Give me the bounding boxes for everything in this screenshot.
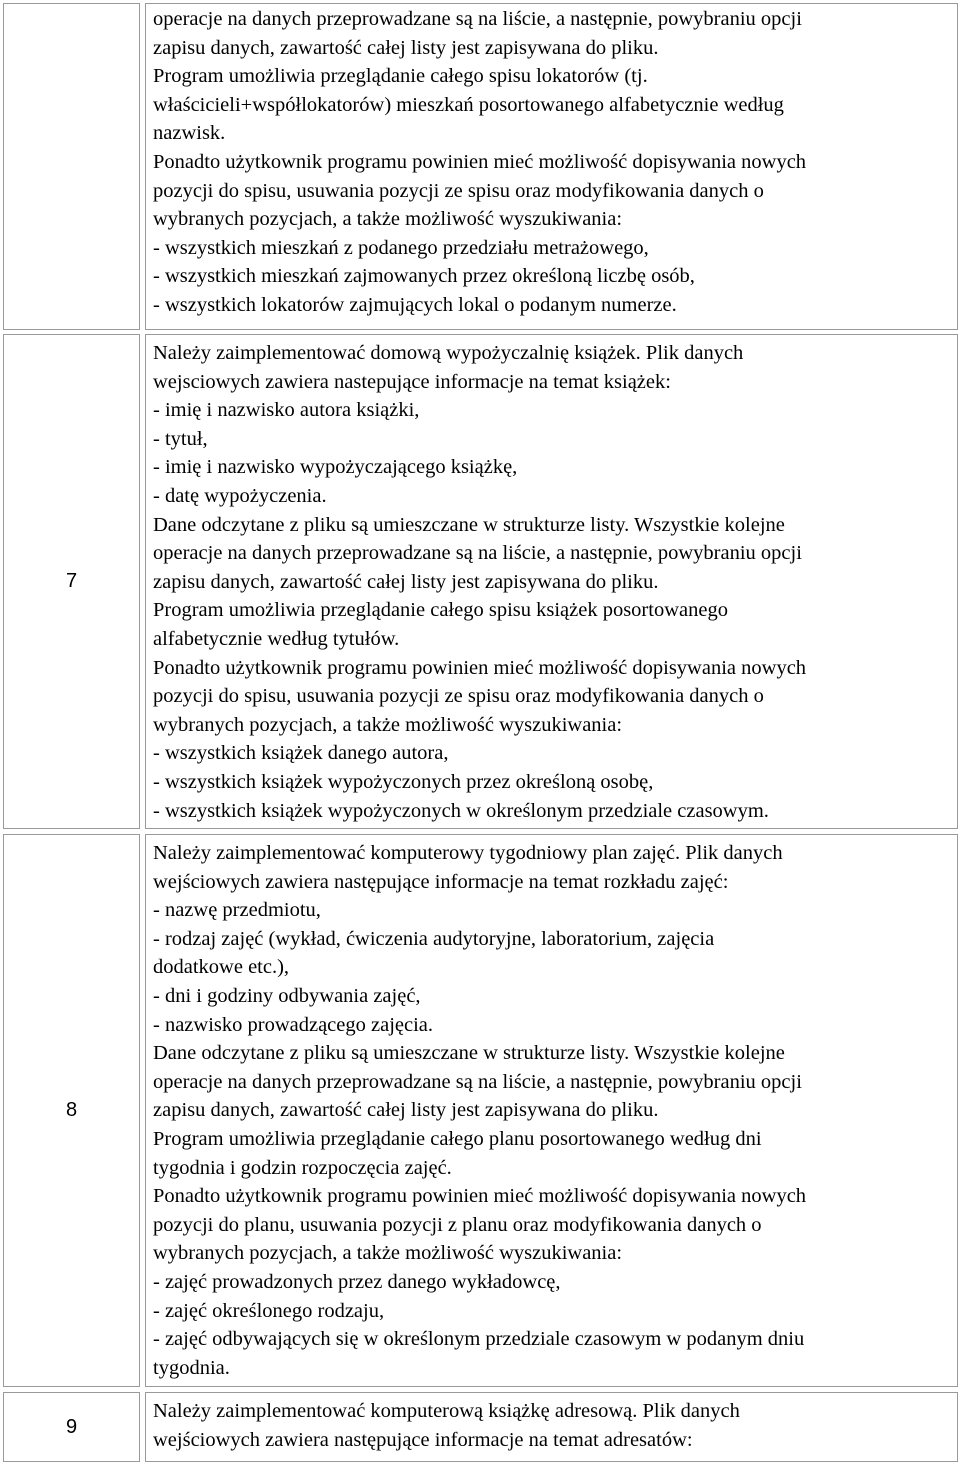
row-number-cell: [3, 1392, 140, 1462]
table-row: [0, 832, 960, 1390]
text-line: zapisu danych, zawartość całej listy jest zapisywana do pliku.: [153, 36, 659, 59]
text-line: Program umożliwia przeglądanie całego spisu lokatorów (tj.: [153, 65, 648, 88]
text-line: wybranych pozycjach, a także możliwość wyszukiwania:: [153, 713, 623, 736]
text-line: - wszystkich książek wypożyczonych przez określoną osobę,: [153, 770, 654, 793]
text-line: właścicieli+współlokatorów) mieszkań posortowanego alfabetycznie według: [153, 93, 784, 116]
text-line: - wszystkich książek danego autora,: [153, 742, 449, 765]
text-line: Program umożliwia przeglądanie całego planu posortowanego według dni: [153, 1127, 762, 1150]
table-row: [0, 0, 960, 332]
row-number-cell: [3, 334, 140, 829]
row-number: 8: [65, 1099, 78, 1121]
text-line: wybranych pozycjach, a także możliwość wyszukiwania:: [153, 208, 623, 231]
text-line: Ponadto użytkownik programu powinien mieć możliwość dopisywania nowych: [153, 1185, 807, 1208]
text-line: Program umożliwia przeglądanie całego spisu książek posortowanego: [153, 599, 728, 622]
text-line: tygodnia.: [153, 1356, 230, 1379]
text-line: - zajęć określonego rodzaju,: [153, 1299, 385, 1322]
text-line: nazwisk.: [153, 122, 226, 145]
text-line: - wszystkich mieszkań zajmowanych przez określoną liczbę osób,: [153, 265, 695, 288]
text-line: Należy zaimplementować komputerowy tygodniowy plan zajęć. Plik danych: [153, 842, 783, 864]
text-line: - datę wypożyczenia.: [153, 484, 327, 507]
text-line: zapisu danych, zawartość całej listy jest zapisywana do pliku.: [153, 570, 659, 593]
text-line: operacje na danych przeprowadzane są na liście, a następnie, powybraniu opcji: [153, 1070, 802, 1093]
text-line: operacje na danych przeprowadzane są na liście, a następnie, powybraniu opcji: [153, 542, 802, 565]
table-row: [0, 332, 960, 832]
text-line: Ponadto użytkownik programu powinien mieć możliwość dopisywania nowych: [153, 150, 807, 173]
text-line: - nazwisko prowadzącego zajęcia.: [153, 1013, 434, 1036]
text-line: wybranych pozycjach, a także możliwość wyszukiwania:: [153, 1242, 623, 1265]
text-line: dodatkowe etc.),: [153, 956, 290, 979]
text-line: - zajęć prowadzonych przez danego wykładowcę,: [153, 1270, 561, 1293]
text-line: pozycji do spisu, usuwania pozycji ze spisu oraz modyfikowania danych o: [153, 179, 764, 202]
text-line: tygodnia i godzin rozpoczęcia zajęć.: [153, 1156, 452, 1179]
text-line: - imię i nazwisko wypożyczającego książkę,: [153, 456, 518, 479]
text-line: - dni i godziny odbywania zajęć,: [153, 984, 421, 1007]
row-number-cell: [3, 3, 140, 330]
row-number: 9: [65, 1415, 78, 1438]
description-cell: [145, 3, 958, 330]
text-line: wejsciowych zawiera nastepujące informacje na temat książek:: [153, 370, 671, 393]
text-line: - wszystkich książek wypożyczonych w określonym przedziale czasowym.: [153, 799, 769, 822]
text-line: Dane odczytane z pliku są umieszczane w strukturze listy. Wszystkie kolejne: [153, 1042, 785, 1065]
table-row: [0, 1390, 960, 1460]
text-line: wejściowych zawiera następujące informacje na temat rozkładu zajęć:: [153, 870, 729, 893]
text-line: pozycji do planu, usuwania pozycji z planu oraz modyfikowania danych o: [153, 1213, 762, 1236]
text-line: Ponadto użytkownik programu powinien mieć możliwość dopisywania nowych: [153, 656, 807, 679]
row-number: 7: [65, 570, 78, 592]
text-line: - rodzaj zajęć (wykład, ćwiczenia audytoryjne, laboratorium, zajęcia: [153, 927, 715, 950]
text-line: - nazwę przedmiotu,: [153, 899, 321, 922]
description-cell: [145, 334, 958, 829]
description-cell: [145, 834, 958, 1387]
text-line: Dane odczytane z pliku są umieszczane w strukturze listy. Wszystkie kolejne: [153, 513, 785, 536]
text-line: operacje na danych przeprowadzane są na liście, a następnie, powybraniu opcji: [153, 8, 802, 30]
text-line: pozycji do spisu, usuwania pozycji ze spisu oraz modyfikowania danych o: [153, 685, 764, 708]
text-line: Należy zaimplementować domową wypożyczalnię książek. Plik danych: [153, 342, 744, 364]
text-line: - wszystkich lokatorów zajmujących lokal o podanym numerze.: [153, 293, 677, 316]
text-line: Należy zaimplementować komputerową książkę adresową. Plik danych: [153, 1400, 740, 1422]
text-line: - imię i nazwisko autora książki,: [153, 399, 420, 422]
text-line: wejściowych zawiera następujące informacje na temat adresatów:: [153, 1428, 693, 1451]
text-line: alfabetycznie według tytułów.: [153, 627, 400, 650]
text-line: - zajęć odbywających się w określonym przedziale czasowym w podanym dniu: [153, 1328, 805, 1351]
description-cell: [145, 1392, 958, 1462]
text-line: - tytuł,: [153, 427, 208, 450]
text-line: zapisu danych, zawartość całej listy jest zapisywana do pliku.: [153, 1099, 659, 1122]
text-line: - wszystkich mieszkań z podanego przedziału metrażowego,: [153, 236, 649, 259]
row-number-cell: [3, 834, 140, 1387]
